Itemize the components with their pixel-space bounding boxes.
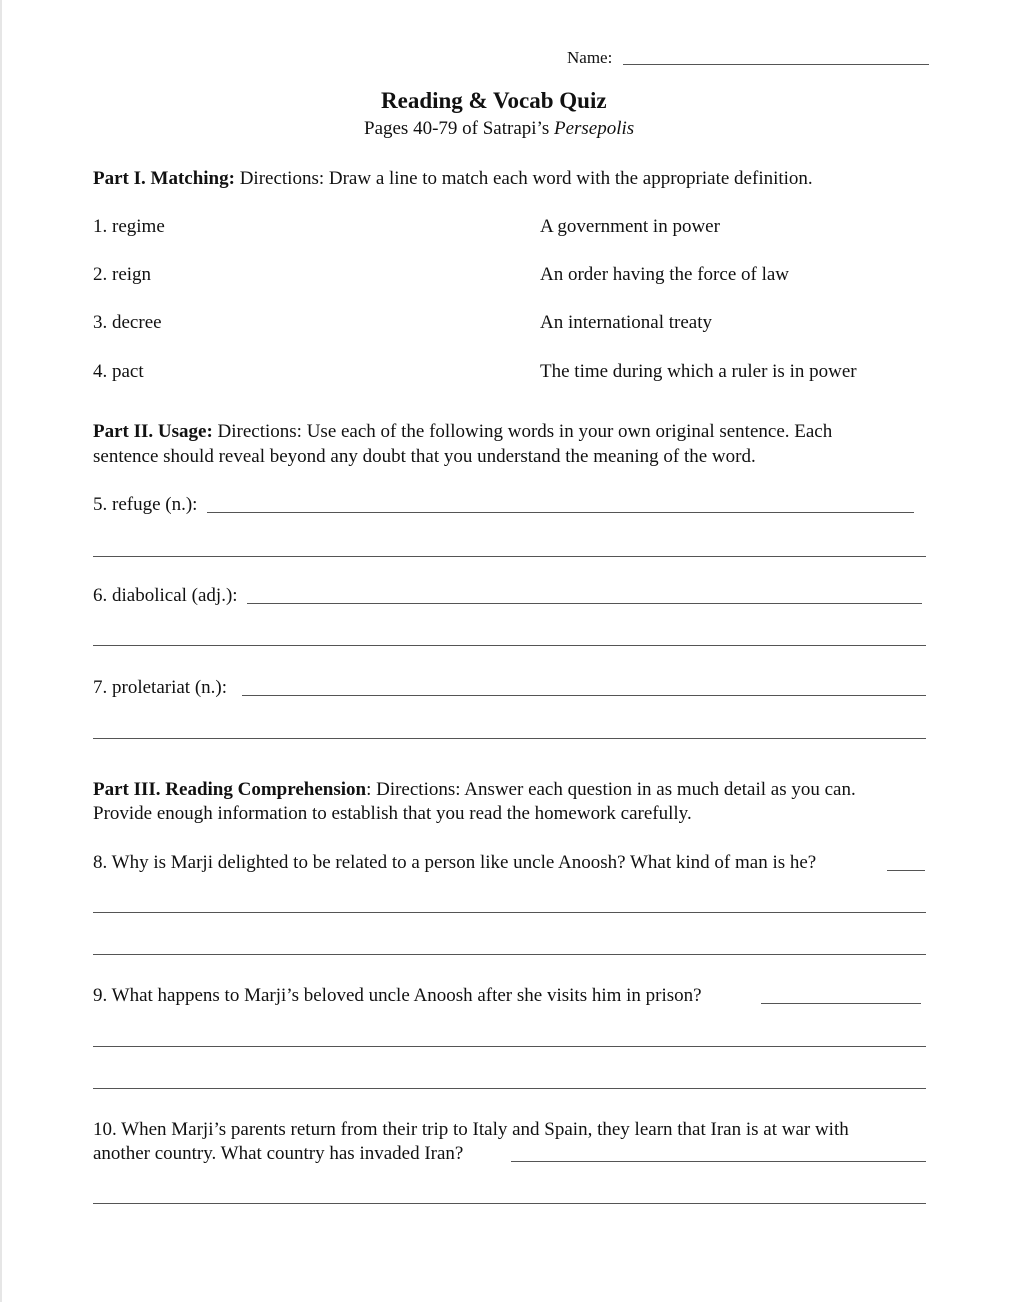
match-word: 3. decree (93, 312, 162, 333)
match-definition: An international treaty (540, 312, 712, 333)
usage-item-diabolical: 6. diabolical (adj.): (93, 585, 238, 606)
match-definition: The time during which a ruler is in power (540, 361, 857, 382)
match-definition: An order having the force of law (540, 264, 790, 285)
page-title: Reading & Vocab Quiz (381, 88, 607, 113)
answer-line[interactable] (93, 1203, 926, 1204)
part1-directions: Directions: Draw a line to match each word with the appropriate definition. (234, 168, 813, 189)
match-definition: A government in power (540, 216, 720, 237)
part2-directions: Directions: Use each of the following words in your own original sentence. Each (212, 421, 833, 442)
part3-directions: : Directions: Answer each question in as much detail as you can. (366, 779, 856, 800)
question-9: 9. What happens to Marji’s beloved uncle Anoosh after she visits him in prison? (93, 985, 702, 1006)
part2-directions-cont: sentence should reveal beyond any doubt that you understand the meaning of the word. (93, 446, 756, 467)
part3-directions-cont: Provide enough information to establish that you read the homework carefully. (93, 803, 692, 824)
answer-line[interactable] (761, 1003, 921, 1004)
part3-heading: Part III. Reading Comprehension (93, 779, 367, 800)
answer-line[interactable] (93, 645, 926, 646)
answer-line[interactable] (242, 695, 926, 696)
page-edge (0, 0, 2, 1302)
answer-line[interactable] (93, 954, 926, 955)
answer-line[interactable] (207, 512, 914, 513)
subtitle-text: Pages 40-79 of Satrapi’s (364, 118, 554, 139)
question-10: 10. When Marji’s parents return from their trip to Italy and Spain, they learn that Iran is at war with (93, 1119, 849, 1140)
answer-line[interactable] (511, 1161, 926, 1162)
part2-heading: Part II. Usage: (93, 421, 213, 442)
match-word: 2. reign (93, 264, 152, 285)
name-field[interactable] (623, 64, 929, 65)
page-subtitle (364, 118, 634, 140)
answer-line[interactable] (93, 1046, 926, 1047)
question-10-cont: another country. What country has invaded Iran? (93, 1143, 464, 1164)
question-8: 8. Why is Marji delighted to be related to a person like uncle Anoosh? What kind of man is he? (93, 852, 817, 873)
answer-line[interactable] (93, 912, 926, 913)
book-title: Persepolis (553, 118, 635, 139)
answer-line[interactable] (93, 556, 926, 557)
answer-line[interactable] (93, 738, 926, 739)
answer-line[interactable] (247, 603, 922, 604)
usage-item-refuge: 5. refuge (n.): (93, 494, 198, 515)
part1-heading-line (93, 168, 813, 190)
answer-line[interactable] (887, 870, 925, 871)
match-word: 4. pact (93, 361, 144, 382)
part1-heading: Part I. Matching: (93, 168, 235, 189)
part2-heading-line (93, 421, 832, 443)
match-word: 1. regime (93, 216, 165, 237)
name-label: Name: (567, 48, 613, 67)
part3-heading-line (93, 779, 856, 801)
answer-line[interactable] (93, 1088, 926, 1089)
usage-item-proletariat: 7. proletariat (n.): (93, 677, 228, 698)
